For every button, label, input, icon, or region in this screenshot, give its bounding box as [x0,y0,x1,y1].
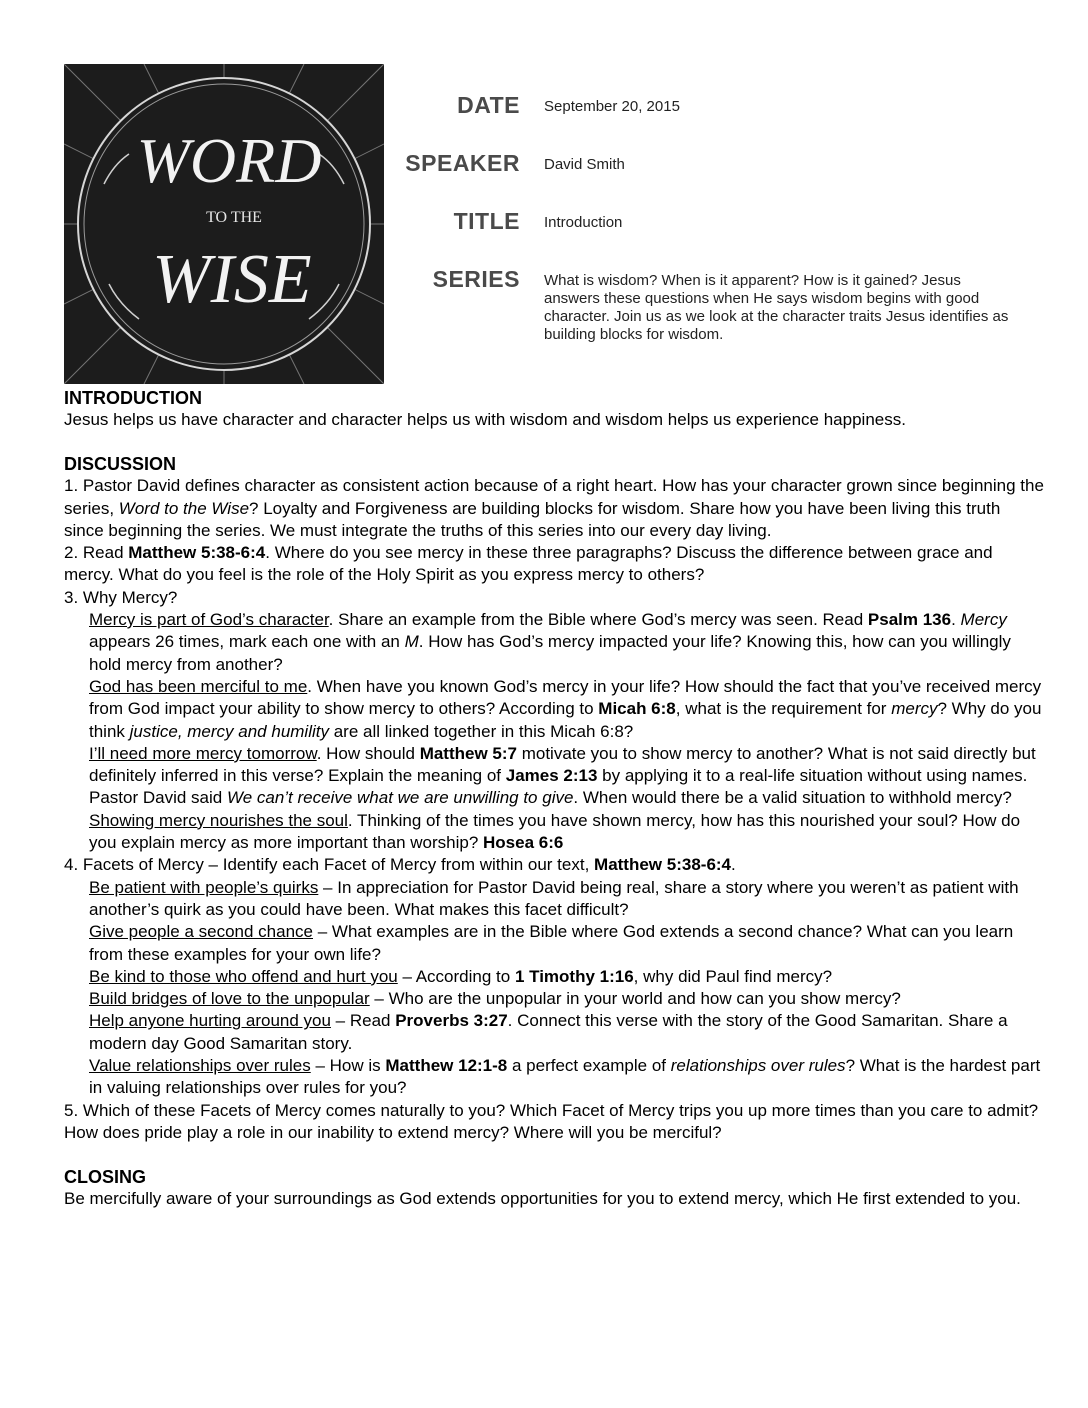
question-3: 3. Why Mercy? [64,587,178,607]
study-guide-body [64,387,1044,1211]
facet-5: Help anyone hurting around you – Read Proverbs 3:27. Connect this verse with the story of the Good Samaritan. Share a modern day Good Samaritan story. [89,1011,1008,1053]
speaker-value: David Smith [544,156,625,173]
facet-2: Give people a second chance – What examples are in the Bible where God extends a second chance? What can you learn from these examples for your own life? [89,922,1014,964]
facet-4: Build bridges of love to the unpopular – Who are the unpopular in your world and how can you show mercy? [89,989,901,1009]
intro-text: Jesus helps us have character and character helps us with wisdom and wisdom helps us experience happiness. [64,410,906,429]
q3-item-3: I’ll need more mercy tomorrow. How should Matthew 5:7 motivate you to show mercy to another? What is not said directly but definitely inferred in this verse? Explain the meaning of James 2:13 by applying it to a real-life situation without using names. Pastor David said We can’t receive what we are unwilling to give. When would there be a valid situation to withhold mercy? [89,743,1036,808]
question-2: 2. Read Matthew 5:38-6:4. Where do you see mercy in these three paragraphs? Discuss the difference between grace and mercy. What do you feel is the role of the Holy Spirit as you express mercy to others? [64,543,993,585]
discussion-heading: DISCUSSION [64,454,177,475]
title-value: Introduction [544,214,623,231]
closing-heading: CLOSING [64,1167,147,1188]
logo-wise: WISE [152,241,312,318]
title-label: TITLE [453,208,520,234]
question-4: 4. Facets of Mercy – Identify each Facet of Mercy from within our text, Matthew 5:38-6:4. [64,855,736,875]
series-row [385,266,1045,344]
q3-item-4: Showing mercy nourishes the soul. Thinking of the times you have shown mercy, how has this nourished your soul? How do you explain mercy as more important than worship? Hosea 6:6 [89,810,1021,853]
date-row [385,92,1045,119]
date-label: DATE [457,92,520,118]
intro-heading: INTRODUCTION [64,388,202,408]
q3-item-2: God has been merciful to me. When have you known God’s mercy in your life? How should the fact that you’ve received mercy from God impact your ability to show mercy to others? According to Micah 6:8, what is the requirement for mercy? Why do you think justice, mercy and humility are all linked together in this Micah 6:8? [89,676,1042,741]
question-5: 5. Which of these Facets of Mercy comes naturally to you? Which Facet of Mercy trips you up more times than you care to admit? How does pride play a role in our inability to extend mercy? Where will you be merciful? [64,1100,1039,1142]
logo-to-the: TO THE [206,209,262,226]
q3-item-1: Mercy is part of God’s character. Share an example from the Bible where God’s mercy was seen. Read Psalm 136. Mercy appears 26 times, mark each one with an M. How has God’s mercy impacted your life? Knowing this, how can you willingly hold mercy from another? [89,610,1011,674]
facet-1: Be patient with people’s quirks – In appreciation for Pastor David being real, share a story where you weren’t as patient with another’s quirk as you could have been. What makes this facet difficult? [89,877,1019,919]
series-logo-art [64,64,384,384]
facet-3: Be kind to those who offend and hurt you – According to 1 Timothy 1:16, why did Paul find mercy? [89,966,833,986]
title-row [385,208,1045,235]
logo-word: WORD [136,125,322,196]
speaker-label: SPEAKER [405,150,520,176]
closing-text: Be mercifully aware of your surroundings as God extends opportunities for you to extend mercy, which He first extended to you. [64,1189,1021,1209]
series-label: SERIES [432,266,520,292]
series-value: What is wisdom? When is it apparent? How is it gained? Jesus answers these questions when He says wisdom begins with good character. Join us as we look at the character traits Jesus identifies as building blocks for wisdom. [544,272,1009,343]
series-logo [64,64,384,384]
facet-6: Value relationships over rules – How is Matthew 12:1-8 a perfect example of relationships over rules? What is the hardest part in valuing relationships over rules for you? [89,1056,1041,1098]
question-1: 1. Pastor David defines character as consistent action because of a right heart. How has your character grown since beginning the series, Word to the Wise? Loyalty and Forgiveness are building blocks for wisdom. Share how you have been living this truth since beginning the series. We must integrate the truths of this series into our every day living. [64,476,1044,540]
date-value: September 20, 2015 [544,98,680,115]
speaker-row [385,150,1045,177]
